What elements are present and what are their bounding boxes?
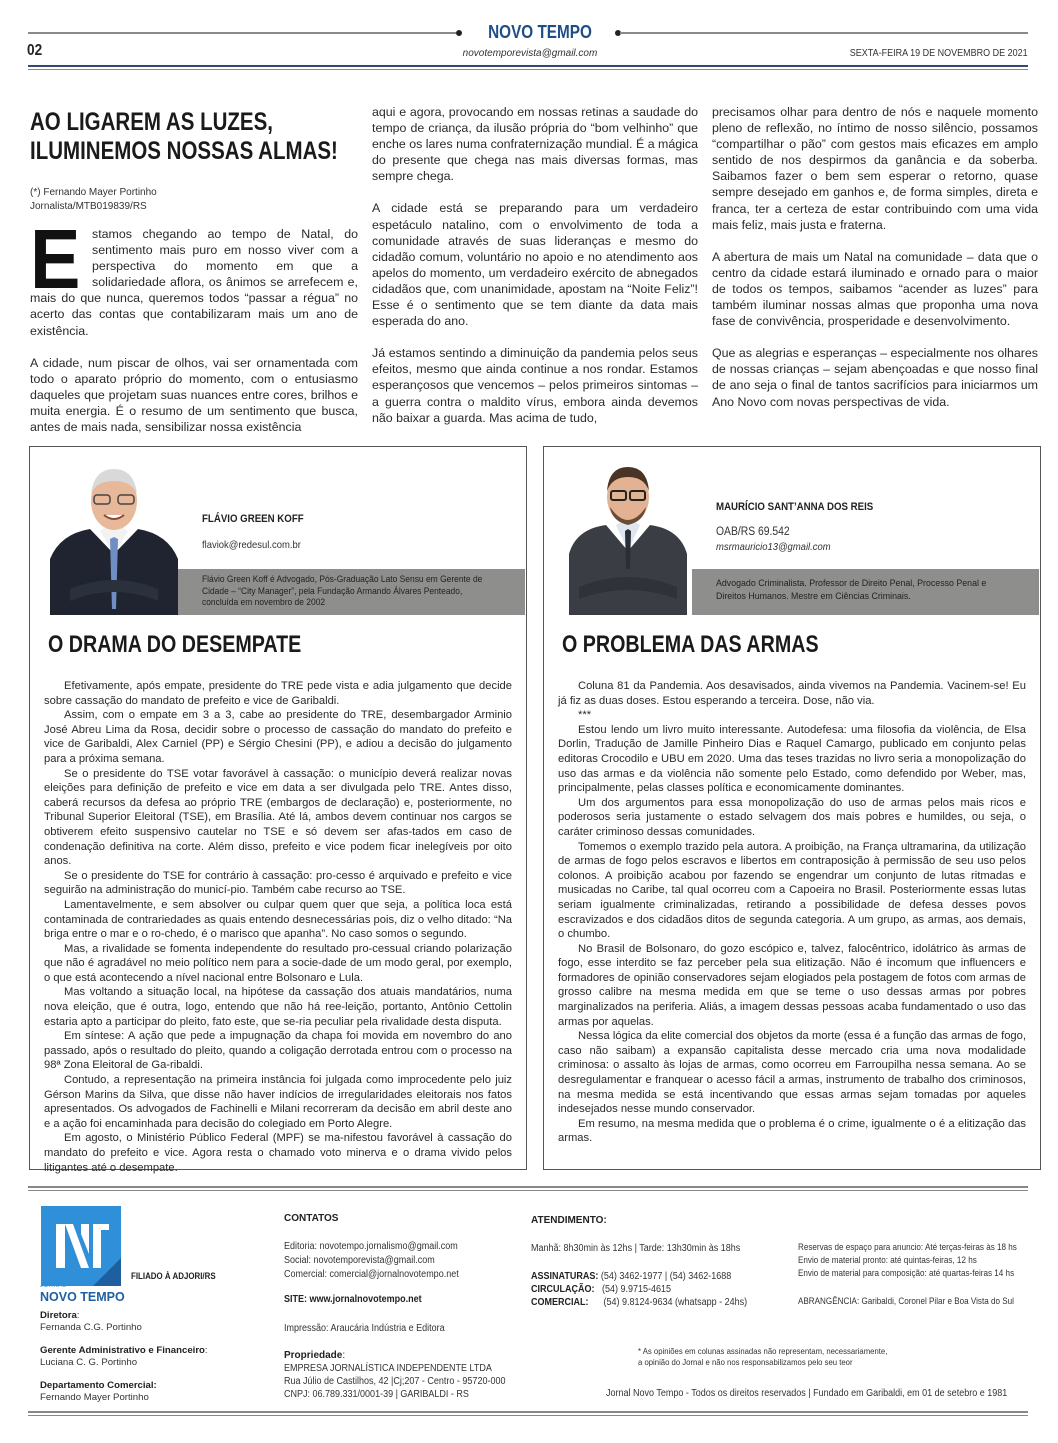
- column-paragraph: Tomemos o exemplo trazido pela autora. A proibição, na França ultramarina, da utilização de armas de fogo pelos escravos e libertos em contraposição à permissão de seu uso pelos colonos. A proibição acabou por fazendo se engendrar um conjunto de lutas ritmadas e musicadas no Caribe, tal qual ocorreu com a Capoeira no Brasil. Posteriormente essas lutas seriam igualmente criminalizadas, retirando a possibilidade de defesa desses povos escravizados e dos cidadãos ditos de segunda categoria. A um grupo, as armas, aos demais, o chumbo.: [558, 840, 1026, 941]
- article-byline: (*) Fernando Mayer Portinho Jornalista/MTB019839/RS: [30, 187, 157, 212]
- article-column-3: [712, 104, 1038, 426]
- opinion-column-right: [543, 446, 1041, 1170]
- header-rule-left: [28, 32, 456, 34]
- contatos-heading: CONTATOS: [284, 1213, 339, 1224]
- propriedade-heading: Propriedade:: [284, 1350, 346, 1361]
- footer-divider-top: [28, 1186, 1028, 1191]
- header-email[interactable]: novotemporevista@gmail.com: [462, 48, 598, 59]
- author-bio: Advogado Criminalista. Professor de Direito Penal, Processo Penal e Direitos Humanos. Mestre em Ciências Criminais.: [716, 578, 987, 602]
- column-title: O DRAMA DO DESEMPATE: [48, 631, 302, 658]
- affiliation: FILIADO À ADJORI/RS: [131, 1271, 216, 1281]
- prazo-material-pronto: Envio de material pronto: até quintas-feiras, 12 hs: [798, 1255, 977, 1265]
- staff-commercial: Departamento Comercial: Fernando Mayer Portinho: [40, 1380, 157, 1403]
- column-paragraph: Um dos argumentos para essa monopolização do uso de armas pelos mais ricos e poderosos seria justamente o estado selvagem dos mais pobres e humildes, ou seja, o caráter criminoso dessas comunidades.: [558, 796, 1026, 838]
- article-headline: AO LIGAREM AS LUZES, ILUMINEMOS NOSSAS ALMAS!: [30, 108, 338, 165]
- company-cnpj: CNPJ: 06.789.331/0001-39 | GARIBALDI - RS: [284, 1389, 469, 1400]
- author-photo: [564, 459, 692, 615]
- assinaturas-phone: ASSINATURAS: (54) 3462-1977 | (54) 3462-1688: [531, 1271, 732, 1282]
- column-paragraph: Estou lendo um livro muito interessante. Autodefesa: uma filosofia da violência, de Elsa Dorlin, Tradução de Jamille Pinheiro Dias e Raquel Camargo, publicado em conjunto pelas editoras Crocodilo e UBU em 2020. Uma das teses trazidas no livro seria a monopolização do uso das armas e da violência não somente pelo Estado, como defendido por Weber, mas, principalmente, pelas classes política e economicamente dominantes.: [558, 723, 1026, 795]
- logo-wordmark: NOVO TEMPO: [40, 1290, 125, 1304]
- column-paragraph: Coluna 81 da Pandemia. Aos desavisados, ainda vivemos na Pandemia. Vacinem-se! Eu já fiz as duas doses. Estou esperando a terceira. Dose, não via.: [558, 680, 1026, 707]
- page-number: 02: [27, 42, 43, 59]
- column-paragraph: Em síntese: A ação que pede a impugnação da chapa foi movida em novembro do ano passado, após o resultado do pleito, quando a coligação derrotada entrou com o processo na 98ª Zona Eleitoral de Ga-ribaldi.: [44, 1030, 512, 1072]
- column-paragraph: No Brasil de Bolsonaro, do gozo escópico e, talvez, falocêntrico, idolátrico às armas de fogo, esse interdito se faz perceber pela sua elitização. Não é incomum que influencers e formadores de opinião conservadores sejam elogiados pela postagem de fotos com armas de grosso calibre na mesma medida em que se teme o uso dessas armas por pobres marginalizados na periferia. Aliás, a imagem dessas pessoas acaba fundamentado o uso das armas por aquelas.: [558, 942, 1026, 1028]
- nt-logo-icon: [41, 1206, 121, 1286]
- opinion-column-left: [29, 446, 527, 1174]
- author-photo: [50, 459, 178, 615]
- impressao: Impressão: Araucária Indústria e Editora: [284, 1323, 445, 1334]
- article-column-1: [30, 212, 358, 451]
- article-paragraph: Que as alegrias e esperanças – especialmente nos olhares de nossas crianças – sejam abençoadas e que nosso final de ano seja o final de tantos sacrifícios para iniciarmos um Ano Novo com novas perspectivas de vida.: [712, 346, 1038, 409]
- company-address: Rua Júlio de Castilhos, 42 |Cj;207 - Centro - 95720-000: [284, 1376, 506, 1387]
- disclaimer-line-2: a opinião do Jornal e não nos responsabilizamos pelo seu teor: [638, 1357, 853, 1367]
- article-paragraph: A abertura de mais um Natal na comunidade – data que o centro da cidade estará iluminado e ornado para o maior de todos os tempos, saibamos “acender as luzes” para também iluminar nossas almas que proponha uma nova fase de convivência, prosperidade e desenvolvimento.: [712, 249, 1038, 329]
- column-paragraph: Assim, com o empate em 3 a 3, cabe ao presidente do TRE, desembargador Arminio José Abreu Lima da Rosa, decidir sobre o processo de cassação do mandato do prefeito e vice de Garibaldi, Alex Carniel (PP) e Sérgio Chesini (PP), e adiou a decisão do julgamento para a próxima semana.: [44, 709, 512, 765]
- author-email[interactable]: msrmauricio13@gmail.com: [716, 541, 831, 553]
- disclaimer-line-1: * As opiniões em colunas assinadas não representam, necessariamente,: [638, 1346, 888, 1356]
- header-dot-left: [456, 30, 462, 36]
- column-body: [44, 679, 512, 1175]
- article-paragraph: A cidade, num piscar de olhos, vai ser ornamentada com todo o aparato próprio do momento, com o entusiasmo daqueles que projetam suas nuances entre cores, brilhos e muita energia. É o resumo de um sentimento que busca, antes de mais nada, sensibilizar nossa existência: [30, 355, 358, 435]
- column-paragraph: Se o presidente do TSE votar favorável à cassação: o município deverá realizar novas eleições para definição de prefeito e vice em data a ser divulgada pelo TRE. Antes disso, caberá recursos da defesa ao próprio TRE (embargos de declaração) e, posteriormente, no Tribunal Superior Eleitoral (TSE), em Brasília. Até lá, ambos devem continuar nos cargos se obtiverem efeito suspensivo cautelar no TSE e só devem ser afas-tados em caso de condenação definitiva na corte. Além disso, prefeito e vice podem ficar inelegíveis por oito anos.: [44, 767, 512, 868]
- author-name: FLÁVIO GREEN KOFF: [202, 513, 304, 525]
- newspaper-logo: [41, 1206, 121, 1286]
- atendimento-heading: ATENDIMENTO:: [531, 1215, 607, 1226]
- column-paragraph: Contudo, a representação na primeira instância foi julgada como improcedente pelo juiz Gérson Marins da Silva, que disse não haver indícios de irregularidades eleitorais nos fatos apresentados. Os advogados de Fachinelli e Milani recorreram da decisão em abril deste ano e a ação foi encaminhada para decisão do colegiado em Porto Alegre.: [44, 1074, 512, 1130]
- comercial-phone: COMERCIAL: (54) 9.8124-9634 (whatsapp - 24hs): [531, 1297, 748, 1308]
- circulacao-phone: CIRCULAÇÃO: (54) 9.9715-4615: [531, 1284, 672, 1295]
- contact-editoria[interactable]: Editoria: novotempo.jornalismo@gmail.com: [284, 1241, 458, 1252]
- header-divider: [28, 65, 1028, 70]
- column-paragraph: Efetivamente, após empate, presidente do TRE pede vista e adia julgamento que decide sobre cassação do mandato de prefeito e vice de Garibaldi.: [44, 680, 512, 707]
- author-oab: OAB/RS 69.542: [716, 526, 790, 538]
- article-column-2: [372, 104, 698, 442]
- contact-comercial[interactable]: Comercial: comercial@jornalnovotempo.net: [284, 1269, 459, 1280]
- column-paragraph: Em agosto, o Ministério Público Federal (MPF) se ma-nifestou favorável à cassação do mandato do prefeito e vice. Agora resta o chamado voto minerva e o drama vivido pelos litigantes até o desempate.: [44, 1132, 512, 1174]
- atendimento-hours: Manhã: 8h30min às 12hs | Tarde: 13h30min às 18hs: [531, 1243, 741, 1254]
- article-paragraph: Já estamos sentindo a diminuição da pandemia pelos seus efeitos, mesmo que ainda continue a nos rondar. Estamos esperançosos que vencemos – pelos primeiros sintomas – a guerra contra o maldito vírus, embora ainda devemos não baixar a guarda. Mas acima de tudo,: [372, 346, 698, 425]
- article-paragraph: Estamos chegando ao tempo de Natal, do sentimento mais puro em nosso viver com a perspectiva do momento em que a solidariedade aflora, os ânimos se arrefecem e, mais do que nunca, queremos todos “passar a régua” no acerto das contas que contabilizaram mais um ano de existência.: [30, 212, 358, 338]
- column-paragraph: Mas, a rivalidade se fomenta independente do resultado pro-cessual criando polarização que não é agradável no meio político nem para a socie-dade de um modo geral, por exemplo, o que está acontecendo a nível nacional entre Bolsonaro e Lula.: [44, 942, 512, 984]
- author-email[interactable]: flaviok@redesul.com.br: [202, 539, 301, 551]
- article-paragraph: A cidade está se preparando para um verdadeiro espetáculo natalino, com o envolvimento de toda a comunidade através de suas lideranças e mesmo do cidadão comum, voluntário no apoio e no atendimento aos apelos do momento, um verdadeiro exército de abnegados cidadãos que, com unanimidade, apostam na “Noite Feliz”! Esse é o sentimento que se tem diante da data mais esperada do ano.: [372, 201, 698, 329]
- prazo-reservas: Reservas de espaço para anuncio: Até terças-feiras às 18 hs: [798, 1242, 1017, 1252]
- company-name: EMPRESA JORNALÍSTICA INDEPENDENTE LTDA: [284, 1363, 492, 1374]
- header-rule-right: [620, 32, 1028, 34]
- staff-manager: Gerente Administrativo e Financeiro: Luciana C. G. Portinho: [40, 1345, 208, 1368]
- copyright: Jornal Novo Tempo - Todos os direitos reservados | Fundado em Garibaldi, em 01 de setebro e 1981: [606, 1388, 1008, 1399]
- author-bio: Flávio Green Koff é Advogado, Pós-Graduação Lato Sensu em Gerente de Cidade – “City Manager”, pela Fundação Armando Álvares Penteado, concluída em novembro de 2002: [202, 574, 483, 607]
- staff-director: Diretora: Fernanda C.G. Portinho: [40, 1310, 142, 1333]
- column-paragraph: Lamentavelmente, e sem absolver ou culpar quem quer que seja, a política loca está contaminada de contrariedades as quais entendo desnecessárias pois, diz o velho ditado: “Na briga entre o mar e o ro-chedo, é o marisco que apanha”. No caso somos o segundo.: [44, 898, 512, 941]
- footer-divider-bottom: [28, 1411, 1028, 1416]
- site-link[interactable]: SITE: www.jornalnovotempo.net: [284, 1294, 422, 1305]
- column-paragraph: Nessa lógica da elite comercial dos objetos da morte (essa é a função das armas de fogo, caso não saibam) a expansão capitalista desse mercado cria uma nova modalidade criminosa: o assalto às lojas de armas, como ocorreu em Farroupilha nessa semana. Ao se desregulamentar e franquear o acesso fácil a armas, instrumento de trabalho dos criminosos, na mesma medida se está incentivando que essas armas sejam tomadas por aqueles indesejados nesse mundo conservador.: [558, 1030, 1026, 1116]
- issue-date: SEXTA-FEIRA 19 DE NOVEMBRO DE 2021: [850, 48, 1028, 59]
- logo-jornal-label: JORNAL: [40, 1283, 67, 1289]
- abrangencia: ABRANGÊNCIA: Garibaldi, Coronel Pilar e Boa Vista do Sul: [798, 1296, 1014, 1306]
- column-paragraph: ***: [578, 709, 592, 722]
- article-paragraph: precisamos olhar para dentro de nós e naquele momento pleno de reflexão, no íntimo de nosso silêncio, possamos “compartilhar o pão” com gestos mais eficazes em amplo sentido de nos despirmos da ganância e da soberba. Saibamos fazer o bem sem esperar o retorno, quase sempre desejado em ganhos e, de forma simples, direta e franca, ter a certeza de estar contribuindo com uma vida mais feliz, mais justa e fraterna.: [712, 105, 1038, 232]
- article-paragraph: aqui e agora, provocando em nossas retinas a saudade do tempo de criança, da ilusão própria do “bom velhinho” que enche os lares numa confraternização mundial. É a mágica do presente que chega nas mais diversas formas, mas sempre chega.: [372, 105, 698, 184]
- column-paragraph: Em resumo, na mesma medida que o problema é o crime, igualmente o é a elitização das armas.: [558, 1117, 1026, 1145]
- author-name: MAURÍCIO SANT’ANNA DOS REIS: [716, 501, 874, 513]
- column-body: [558, 679, 1026, 1146]
- column-title: O PROBLEMA DAS ARMAS: [562, 631, 819, 658]
- column-paragraph: Mas voltando a situação local, na hipótese da cassação dos atuais mandatários, numa nova eleição, que é outra, logo, entendo que não há ree-leição, portanto, Antônio Cettolin estaria apto a participar do pleito, fato este, que se-ria peculiar pela rivalidade desta disputa.: [44, 986, 512, 1028]
- drop-cap: E: [30, 212, 81, 306]
- prazo-composicao: Envio de material para composição: até quartas-feiras 14 hs: [798, 1268, 1015, 1278]
- publication-title: NOVO TEMPO: [488, 22, 592, 42]
- column-paragraph: Se o presidente do TSE for contrário à cassação: pro-cesso é arquivado e prefeito e vice seguirão na administração do municí-pio. Também cabe recurso ao TSE.: [44, 869, 512, 897]
- contact-social[interactable]: Social: novotemporevista@gmail.com: [284, 1255, 435, 1266]
